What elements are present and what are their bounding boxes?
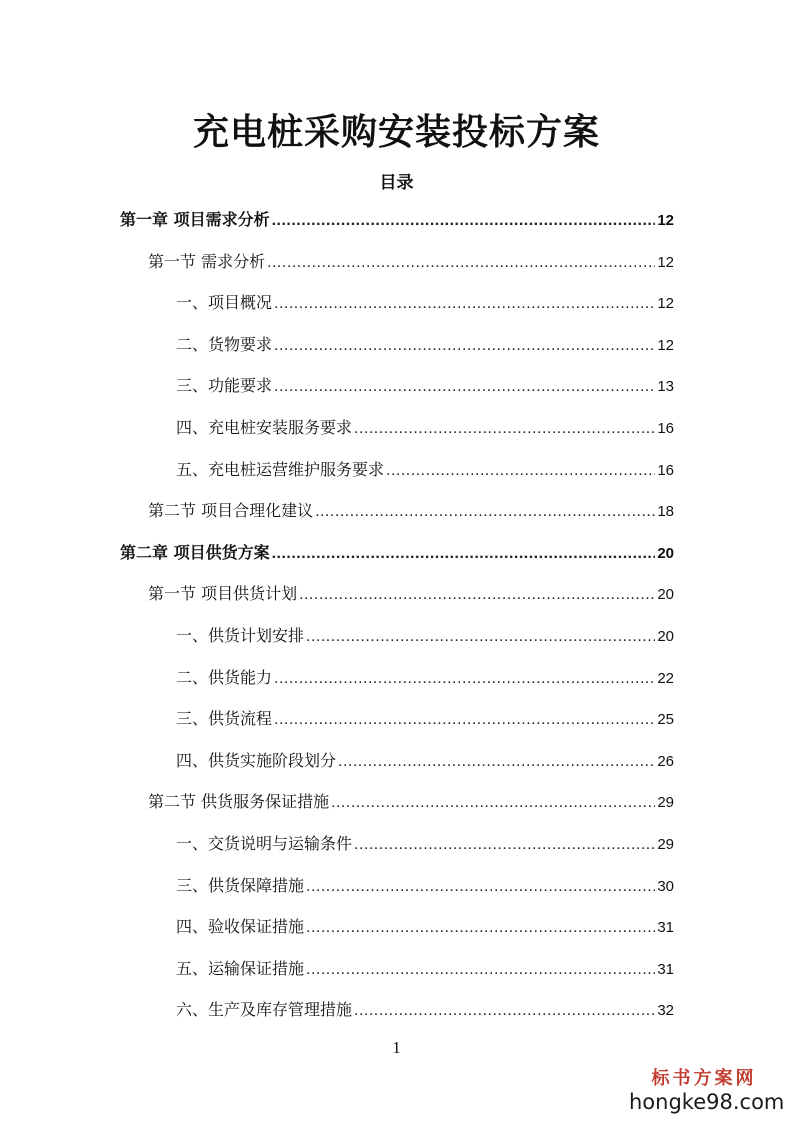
toc-subsection-entry[interactable] bbox=[176, 457, 674, 481]
toc-entry-label: 第一节 需求分析 bbox=[148, 252, 266, 271]
toc-dot-leader bbox=[274, 670, 655, 688]
toc-section-entry[interactable] bbox=[148, 581, 674, 605]
toc-subsection-entry[interactable] bbox=[176, 332, 674, 356]
toc-subsection-entry[interactable] bbox=[176, 623, 674, 647]
toc-entry-page-number: 20 bbox=[657, 545, 674, 562]
toc-entry-label: 第二节 项目合理化建议 bbox=[148, 501, 314, 520]
toc-entry-label: 三、供货流程 bbox=[176, 709, 273, 728]
toc-dot-leader bbox=[274, 295, 655, 313]
toc-entry-label: 第一章 项目需求分析 bbox=[120, 210, 270, 229]
toc-entry-label: 第二节 供货服务保证措施 bbox=[148, 792, 330, 811]
toc-subsection-entry[interactable] bbox=[176, 373, 674, 397]
toc-entry-label: 一、交货说明与运输条件 bbox=[176, 834, 353, 853]
toc-entry-page-number: 13 bbox=[657, 378, 674, 395]
toc-entry-page-number: 29 bbox=[657, 794, 674, 811]
toc-dot-leader bbox=[272, 545, 656, 563]
toc-dot-leader bbox=[386, 462, 655, 480]
toc-dot-leader bbox=[354, 1002, 655, 1020]
site-watermark bbox=[629, 1068, 785, 1115]
toc-entry-label: 三、供货保障措施 bbox=[176, 876, 305, 895]
toc-dot-leader bbox=[306, 919, 655, 937]
toc-subsection-entry[interactable] bbox=[176, 831, 674, 855]
watermark-brand-text: 标书方案网 bbox=[651, 1068, 757, 1089]
toc-entry-page-number: 20 bbox=[657, 586, 674, 603]
document-title: 充电桩采购安装投标方案 bbox=[192, 112, 600, 153]
toc-subsection-entry[interactable] bbox=[176, 290, 674, 314]
toc-entry-label: 二、供货能力 bbox=[176, 668, 273, 687]
toc-dot-leader bbox=[354, 420, 655, 438]
page-number: 1 bbox=[392, 1038, 401, 1057]
toc-section-entry[interactable] bbox=[148, 249, 674, 273]
toc-dot-leader bbox=[267, 254, 655, 272]
toc-entry-label: 五、充电桩运营维护服务要求 bbox=[176, 460, 385, 479]
toc-entry-label: 四、验收保证措施 bbox=[176, 917, 305, 936]
toc-entry-label: 一、项目概况 bbox=[176, 293, 273, 312]
watermark-url-text: hongke98.com bbox=[629, 1090, 785, 1114]
toc-entry-page-number: 31 bbox=[657, 961, 674, 978]
toc-entry-page-number: 31 bbox=[657, 919, 674, 936]
toc-entry-page-number: 12 bbox=[657, 295, 674, 312]
toc-heading: 目录 bbox=[379, 173, 414, 193]
toc-subsection-entry[interactable] bbox=[176, 706, 674, 730]
toc-entry-page-number: 22 bbox=[657, 670, 674, 687]
toc-dot-leader bbox=[315, 503, 655, 521]
toc-entry-page-number: 25 bbox=[657, 711, 674, 728]
toc-entry-label: 四、充电桩安装服务要求 bbox=[176, 418, 353, 437]
toc-subsection-entry[interactable] bbox=[176, 415, 674, 439]
toc-subsection-entry[interactable] bbox=[176, 914, 674, 938]
toc-entry-label: 一、供货计划安排 bbox=[176, 626, 305, 645]
toc-entry-page-number: 20 bbox=[657, 628, 674, 645]
toc-entry-page-number: 30 bbox=[657, 878, 674, 895]
toc-entry-page-number: 12 bbox=[657, 254, 674, 271]
toc-entry-page-number: 29 bbox=[657, 836, 674, 853]
toc-section-entry[interactable] bbox=[148, 498, 674, 522]
toc-section-entry[interactable] bbox=[148, 789, 674, 813]
toc-entry-page-number: 16 bbox=[657, 462, 674, 479]
toc-subsection-entry[interactable] bbox=[176, 873, 674, 897]
toc-dot-leader bbox=[306, 878, 655, 896]
toc-dot-leader bbox=[306, 628, 655, 646]
toc-subsection-entry[interactable] bbox=[176, 997, 674, 1021]
toc-entry-page-number: 12 bbox=[657, 337, 674, 354]
toc-chapter-entry[interactable] bbox=[120, 207, 674, 231]
toc-dot-leader bbox=[306, 961, 655, 979]
toc-dot-leader bbox=[299, 586, 655, 604]
toc-dot-leader bbox=[331, 794, 655, 812]
toc-subsection-entry[interactable] bbox=[176, 665, 674, 689]
toc-entry-page-number: 32 bbox=[657, 1002, 674, 1019]
toc-entry-label: 第一节 项目供货计划 bbox=[148, 584, 298, 603]
toc-entry-label: 五、运输保证措施 bbox=[176, 959, 305, 978]
toc-dot-leader bbox=[274, 711, 655, 729]
toc-subsection-entry[interactable] bbox=[176, 748, 674, 772]
toc-entry-page-number: 18 bbox=[657, 503, 674, 520]
toc-dot-leader bbox=[272, 212, 656, 230]
toc-dot-leader bbox=[338, 753, 655, 771]
toc-entry-page-number: 12 bbox=[657, 212, 674, 229]
toc-entry-label: 第二章 项目供货方案 bbox=[120, 543, 270, 562]
toc-dot-leader bbox=[274, 378, 655, 396]
toc-entry-label: 三、功能要求 bbox=[176, 376, 273, 395]
toc-dot-leader bbox=[354, 836, 655, 854]
toc-dot-leader bbox=[274, 337, 655, 355]
toc-entry-page-number: 16 bbox=[657, 420, 674, 437]
toc-entry-page-number: 26 bbox=[657, 753, 674, 770]
toc-entry-label: 六、生产及库存管理措施 bbox=[176, 1000, 353, 1019]
toc-chapter-entry[interactable] bbox=[120, 540, 674, 564]
toc-entry-label: 二、货物要求 bbox=[176, 335, 273, 354]
toc-subsection-entry[interactable] bbox=[176, 956, 674, 980]
toc-entry-label: 四、供货实施阶段划分 bbox=[176, 751, 337, 770]
